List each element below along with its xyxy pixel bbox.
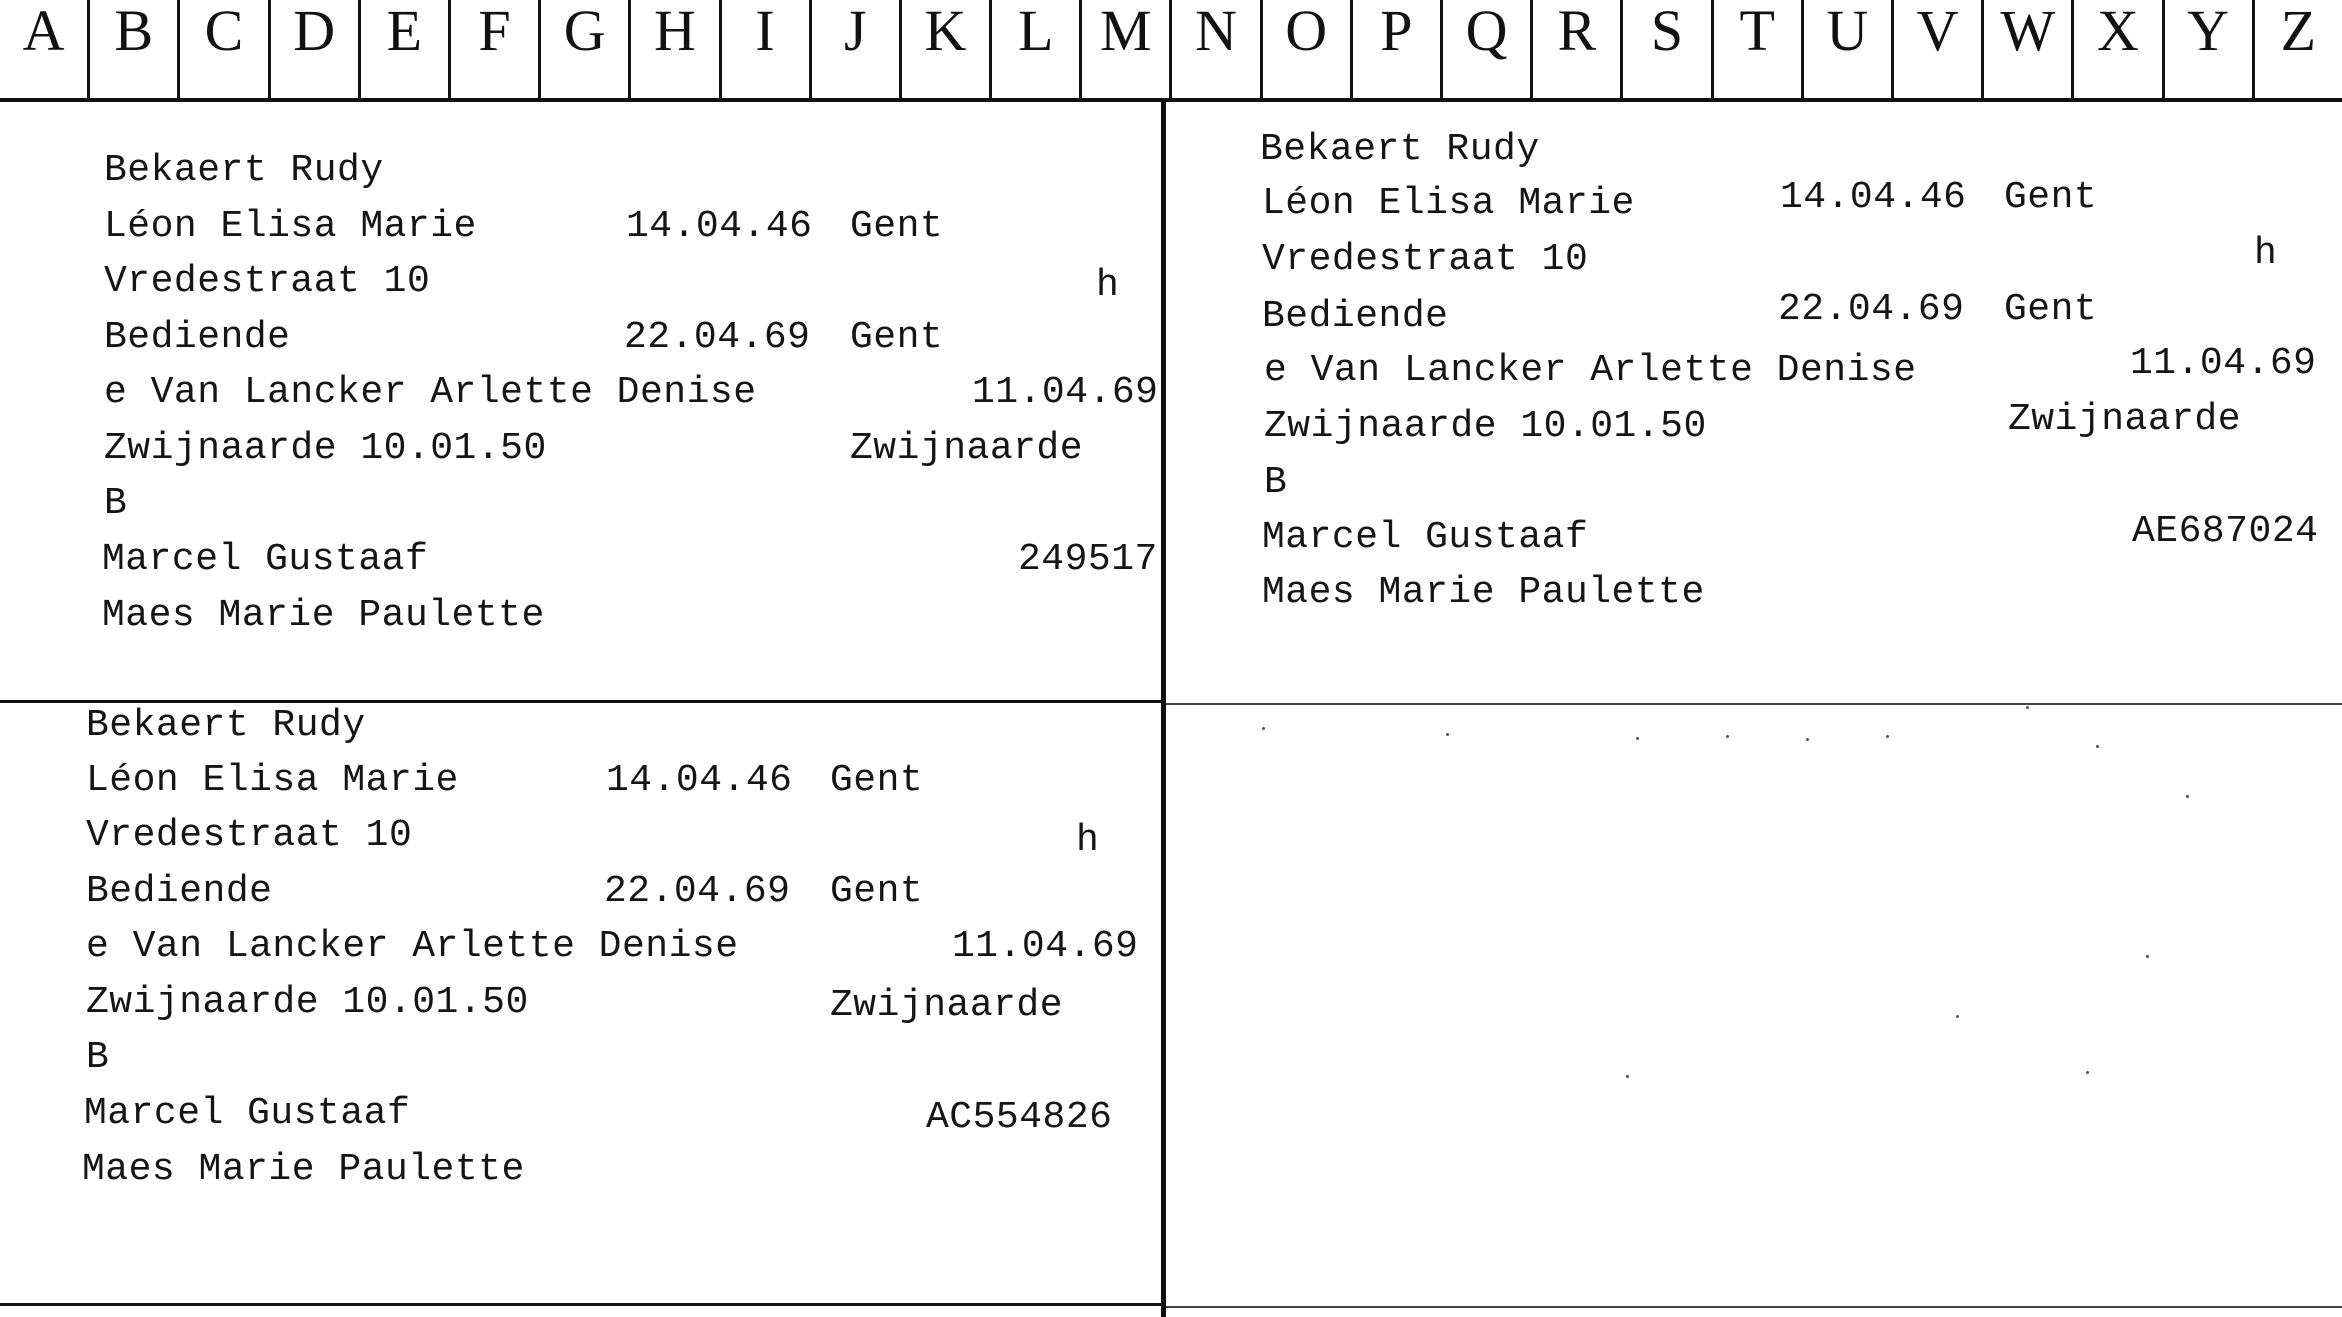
scan-speck bbox=[1626, 1075, 1629, 1078]
card-sex: h bbox=[1076, 819, 1100, 862]
bottom-edge-left bbox=[0, 1303, 1161, 1306]
card-name: Bekaert Rudy bbox=[1260, 128, 1540, 171]
index-letter-x: X bbox=[2071, 0, 2161, 98]
scan-speck bbox=[2186, 795, 2189, 798]
index-letter-d: D bbox=[268, 0, 358, 98]
card-spouse-place: Zwijnaarde bbox=[2008, 398, 2242, 441]
index-letter-l: L bbox=[989, 0, 1079, 98]
card-birth-place: Gent bbox=[830, 759, 924, 802]
scan-speck bbox=[2096, 745, 2099, 748]
card-sex: h bbox=[1096, 264, 1120, 307]
card-marriage-date: 22.04.69 bbox=[1778, 288, 1965, 331]
card-address: Vredestraat 10 bbox=[86, 814, 413, 857]
card-name: Bekaert Rudy bbox=[86, 704, 366, 747]
scan-speck bbox=[2146, 955, 2149, 958]
card-nationality: B bbox=[104, 482, 128, 525]
card-name: Bekaert Rudy bbox=[104, 149, 384, 192]
card-id-number: AE687024 bbox=[2132, 510, 2319, 553]
card-spouse-birth: Zwijnaarde 10.01.50 bbox=[86, 981, 529, 1024]
index-letter-u: U bbox=[1801, 0, 1891, 98]
card-spouse: e Van Lancker Arlette Denise bbox=[104, 371, 757, 414]
card-spouse-birth: Zwijnaarde 10.01.50 bbox=[1264, 405, 1707, 448]
scan-speck bbox=[1262, 727, 1265, 730]
index-letter-k: K bbox=[899, 0, 989, 98]
card-birth-place: Gent bbox=[850, 205, 944, 248]
scan-speck bbox=[1636, 737, 1639, 740]
card-given-names: Léon Elisa Marie bbox=[1262, 182, 1635, 225]
index-letter-a: A bbox=[22, 0, 65, 63]
card-mother: Maes Marie Paulette bbox=[82, 1148, 525, 1191]
card-birth-date: 14.04.46 bbox=[606, 759, 793, 802]
scan-speck bbox=[1806, 738, 1809, 741]
card-spouse-birth: Zwijnaarde 10.01.50 bbox=[104, 427, 547, 470]
card-birth-date: 14.04.46 bbox=[1780, 176, 1967, 219]
index-letter-e: E bbox=[358, 0, 448, 98]
card-mother: Maes Marie Paulette bbox=[102, 594, 545, 637]
card-id-number: AC554826 bbox=[926, 1096, 1113, 1139]
index-letter-n: N bbox=[1169, 0, 1259, 98]
card-spouse: e Van Lancker Arlette Denise bbox=[86, 925, 739, 968]
scan-speck bbox=[2026, 706, 2029, 709]
bottom-edge-right bbox=[1166, 1306, 2342, 1308]
card-marriage-place: Gent bbox=[830, 870, 924, 913]
index-letter-c: C bbox=[177, 0, 267, 98]
card-date-right: 11.04.69 bbox=[972, 371, 1159, 414]
card-nationality: B bbox=[1264, 461, 1288, 504]
scan-speck bbox=[1956, 1015, 1959, 1018]
card-father: Marcel Gustaaf bbox=[102, 538, 429, 581]
card-marriage-place: Gent bbox=[2004, 288, 2098, 331]
scan-speck bbox=[2086, 1071, 2089, 1074]
index-letter-i: I bbox=[719, 0, 809, 98]
card-occupation: Bediende bbox=[1262, 295, 1449, 338]
empty-card-slot bbox=[1166, 705, 2342, 1305]
card-father: Marcel Gustaaf bbox=[1262, 516, 1589, 559]
index-letter-m: M bbox=[1079, 0, 1169, 98]
index-letter-j: J bbox=[809, 0, 899, 98]
index-letter-w: W bbox=[1981, 0, 2071, 98]
index-letter-o: O bbox=[1260, 0, 1350, 98]
index-letter-z: Z bbox=[2252, 0, 2342, 98]
card-nationality: B bbox=[86, 1036, 110, 1079]
card-given-names: Léon Elisa Marie bbox=[104, 205, 477, 248]
card-address: Vredestraat 10 bbox=[104, 260, 431, 303]
card-marriage-date: 22.04.69 bbox=[624, 316, 811, 359]
index-letter-g: G bbox=[538, 0, 628, 98]
scan-speck bbox=[1446, 733, 1449, 736]
index-letter-p: P bbox=[1350, 0, 1440, 98]
card-date-right: 11.04.69 bbox=[2130, 342, 2317, 385]
card-marriage-place: Gent bbox=[850, 316, 944, 359]
index-letter-s: S bbox=[1620, 0, 1710, 98]
card-marriage-date: 22.04.69 bbox=[604, 870, 791, 913]
card-sex: h bbox=[2254, 232, 2278, 275]
record-card-bottom-left bbox=[0, 0, 1161, 1300]
card-occupation: Bediende bbox=[104, 316, 291, 359]
card-spouse: e Van Lancker Arlette Denise bbox=[1264, 349, 1917, 392]
card-occupation: Bediende bbox=[86, 870, 273, 913]
index-letter-h: H bbox=[628, 0, 718, 98]
card-date-right: 11.04.69 bbox=[952, 925, 1139, 968]
index-letter-r: R bbox=[1530, 0, 1620, 98]
card-mother: Maes Marie Paulette bbox=[1262, 571, 1705, 614]
card-father: Marcel Gustaaf bbox=[84, 1092, 411, 1135]
index-letter-q: Q bbox=[1440, 0, 1530, 98]
index-letter-v: V bbox=[1891, 0, 1981, 98]
index-letter-b: B bbox=[87, 0, 177, 98]
card-given-names: Léon Elisa Marie bbox=[86, 759, 459, 802]
scan-speck bbox=[1886, 735, 1889, 738]
index-letter-t: T bbox=[1711, 0, 1801, 98]
scan-speck bbox=[1726, 735, 1729, 738]
card-address: Vredestraat 10 bbox=[1262, 238, 1589, 281]
index-letter-y: Y bbox=[2162, 0, 2252, 98]
index-letter-f: F bbox=[448, 0, 538, 98]
card-id-number: 249517 bbox=[1018, 538, 1158, 581]
card-birth-place: Gent bbox=[2004, 176, 2098, 219]
card-spouse-place: Zwijnaarde bbox=[850, 427, 1084, 470]
card-birth-date: 14.04.46 bbox=[626, 205, 813, 248]
card-spouse-place: Zwijnaarde bbox=[830, 984, 1064, 1027]
